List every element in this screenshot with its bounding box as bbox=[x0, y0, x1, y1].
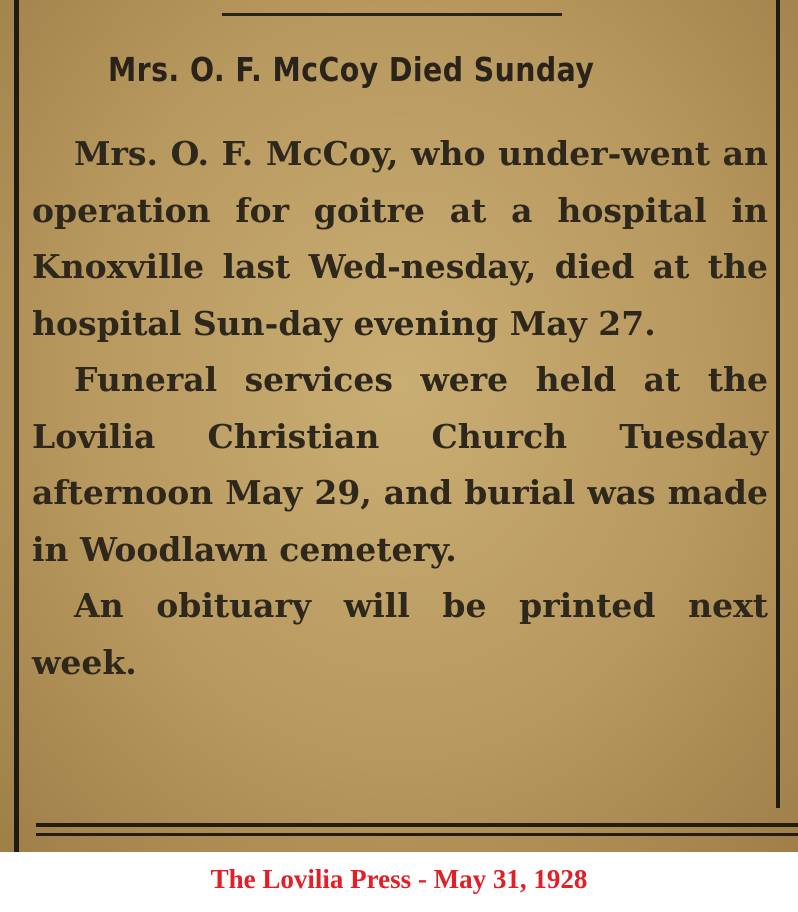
article-paragraph-1: Mrs. O. F. McCoy, who under-went an operation for goitre at a hospital in Knoxville last Wed-nesday, died at the hospital Sun-day evening May 27. bbox=[32, 134, 768, 343]
bottom-rule-double bbox=[36, 833, 798, 836]
source-caption: The Lovilia Press - May 31, 1928 bbox=[210, 864, 588, 894]
right-column-rule bbox=[776, 0, 780, 808]
article-paragraph-3: An obituary will be printed next week. bbox=[32, 586, 768, 682]
article-headline: Mrs. O. F. McCoy Died Sunday bbox=[108, 50, 595, 89]
bottom-rule bbox=[36, 823, 798, 827]
left-column-rule bbox=[14, 0, 19, 852]
article-body bbox=[32, 126, 768, 691]
article-paragraph-2: Funeral services were held at the Lovilia Christian Church Tuesday afternoon May 29, and burial was made in Woodlawn cemetery. bbox=[32, 360, 768, 569]
top-rule bbox=[222, 13, 562, 16]
